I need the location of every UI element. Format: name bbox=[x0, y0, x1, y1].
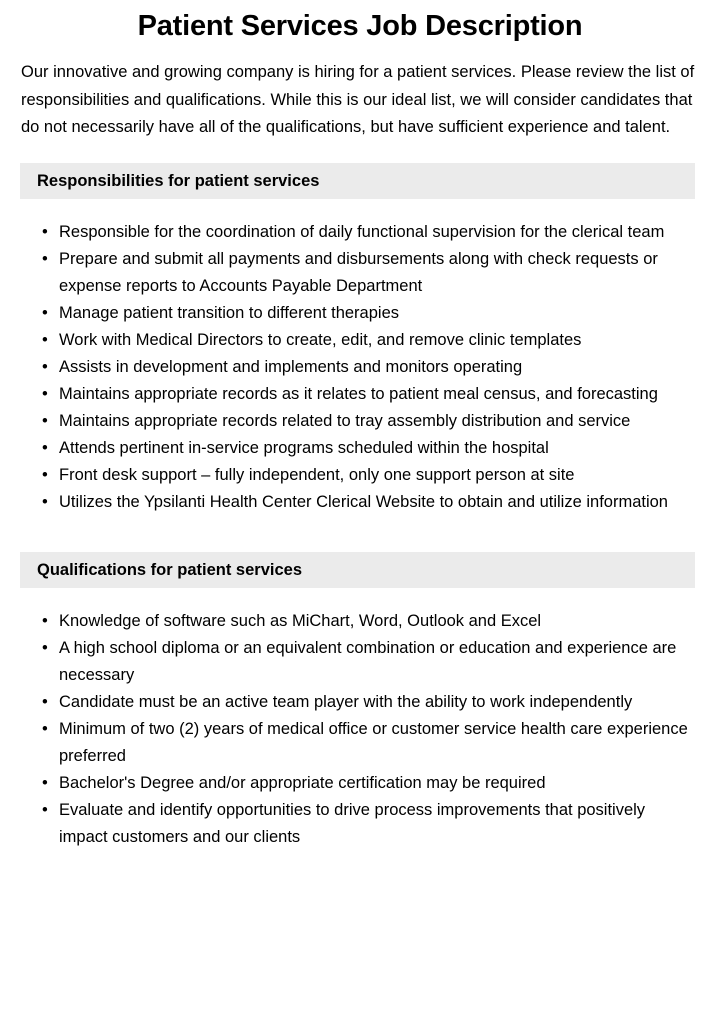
list-item: • Knowledge of software such as MiChart, Word, Outlook and Excel bbox=[0, 608, 720, 635]
qualifications-section bbox=[0, 516, 720, 851]
list-item: • A high school diploma or an equivalent combination or education and experience are necessary bbox=[0, 635, 720, 689]
qualifications-heading: Qualifications for patient services bbox=[20, 552, 695, 588]
list-item: • Maintains appropriate records related to tray assembly distribution and service bbox=[0, 408, 720, 435]
page-title: Patient Services Job Description bbox=[137, 10, 583, 42]
responsibilities-section bbox=[0, 142, 720, 516]
list-item: • Front desk support – fully independent, only one support person at site bbox=[0, 462, 720, 489]
list-item: • Utilizes the Ypsilanti Health Center Clerical Website to obtain and utilize information bbox=[0, 489, 720, 516]
responsibilities-heading-band bbox=[0, 142, 720, 199]
list-item: • Bachelor's Degree and/or appropriate certification may be required bbox=[0, 770, 720, 797]
qualifications-list bbox=[0, 588, 720, 851]
list-item: • Prepare and submit all payments and disbursements along with check requests or expense reports to Accounts Payable Department bbox=[0, 246, 720, 300]
qualifications-heading-band bbox=[0, 516, 720, 588]
intro-paragraph: Our innovative and growing company is hiring for a patient services. Please review the list of responsibilities and qualifications. While this is our ideal list, we will consider candidates that do not necessarily have all of the qualifications, but have sufficient experience and talent. bbox=[21, 63, 695, 136]
list-item: • Responsible for the coordination of daily functional supervision for the clerical team bbox=[0, 219, 720, 246]
responsibilities-heading: Responsibilities for patient services bbox=[20, 163, 695, 199]
list-item: • Manage patient transition to different therapies bbox=[0, 300, 720, 327]
list-item: • Minimum of two (2) years of medical office or customer service health care experience preferred bbox=[0, 716, 720, 770]
responsibilities-list bbox=[0, 199, 720, 516]
list-item: • Work with Medical Directors to create, edit, and remove clinic templates bbox=[0, 327, 720, 354]
list-item: • Attends pertinent in-service programs scheduled within the hospital bbox=[0, 435, 720, 462]
list-item: • Assists in development and implements and monitors operating bbox=[0, 354, 720, 381]
list-item: • Candidate must be an active team player with the ability to work independently bbox=[0, 689, 720, 716]
list-item: • Evaluate and identify opportunities to drive process improvements that positively impact customers and our clients bbox=[0, 797, 720, 851]
list-item: • Maintains appropriate records as it relates to patient meal census, and forecasting bbox=[0, 381, 720, 408]
